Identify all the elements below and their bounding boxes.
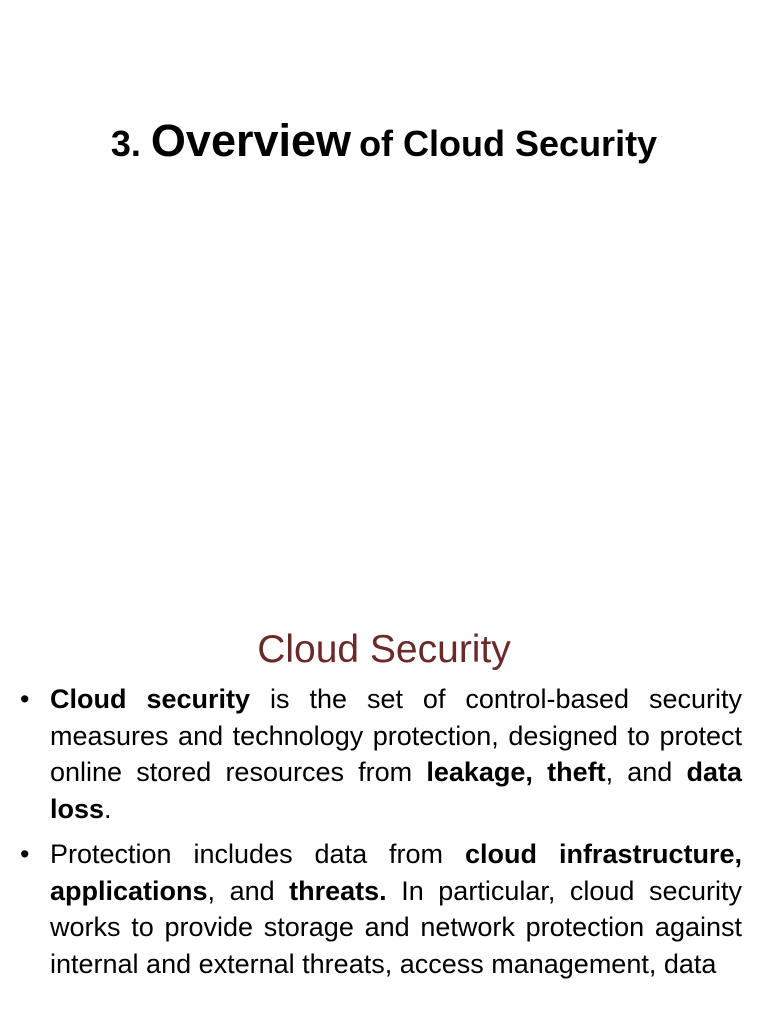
bullet-text-segment: , and [605, 757, 687, 787]
bullet-list [20, 681, 742, 991]
bullet-text-segment: Cloud security [50, 684, 251, 714]
bullet-text [50, 684, 742, 824]
bullet-icon: • [20, 684, 30, 714]
bullet-item [20, 681, 742, 827]
bullet-text-segment: leakage, theft [426, 757, 606, 787]
section-title: Cloud Security [257, 628, 511, 671]
slide-title-number: 3. [110, 123, 141, 164]
slide-title [0, 115, 768, 166]
bullet-icon: • [20, 839, 30, 869]
slide-title-rest: of Cloud Security [359, 123, 658, 164]
slide-title-main: Overview [150, 115, 352, 166]
bullet-text-segment: , and [207, 875, 290, 906]
bullet-text-segment: . [104, 793, 112, 824]
bullet-text-segment: In particular, cloud security works to provide storage and network protection against internal and external threats, access management, data [50, 875, 742, 979]
bullet-text-segment: Protection includes data from [50, 839, 465, 869]
bullet-text-segment: is the set of control-based security measures and technology protection, designed to protect online stored resources from [50, 684, 742, 787]
bullet-item [20, 836, 742, 982]
bullet-text-segment: data loss [50, 757, 743, 824]
bullet-text-segment: cloud infrastructure, applications [50, 839, 742, 906]
bullet-text-segment: threats. [289, 875, 387, 906]
bullet-text [50, 839, 742, 979]
